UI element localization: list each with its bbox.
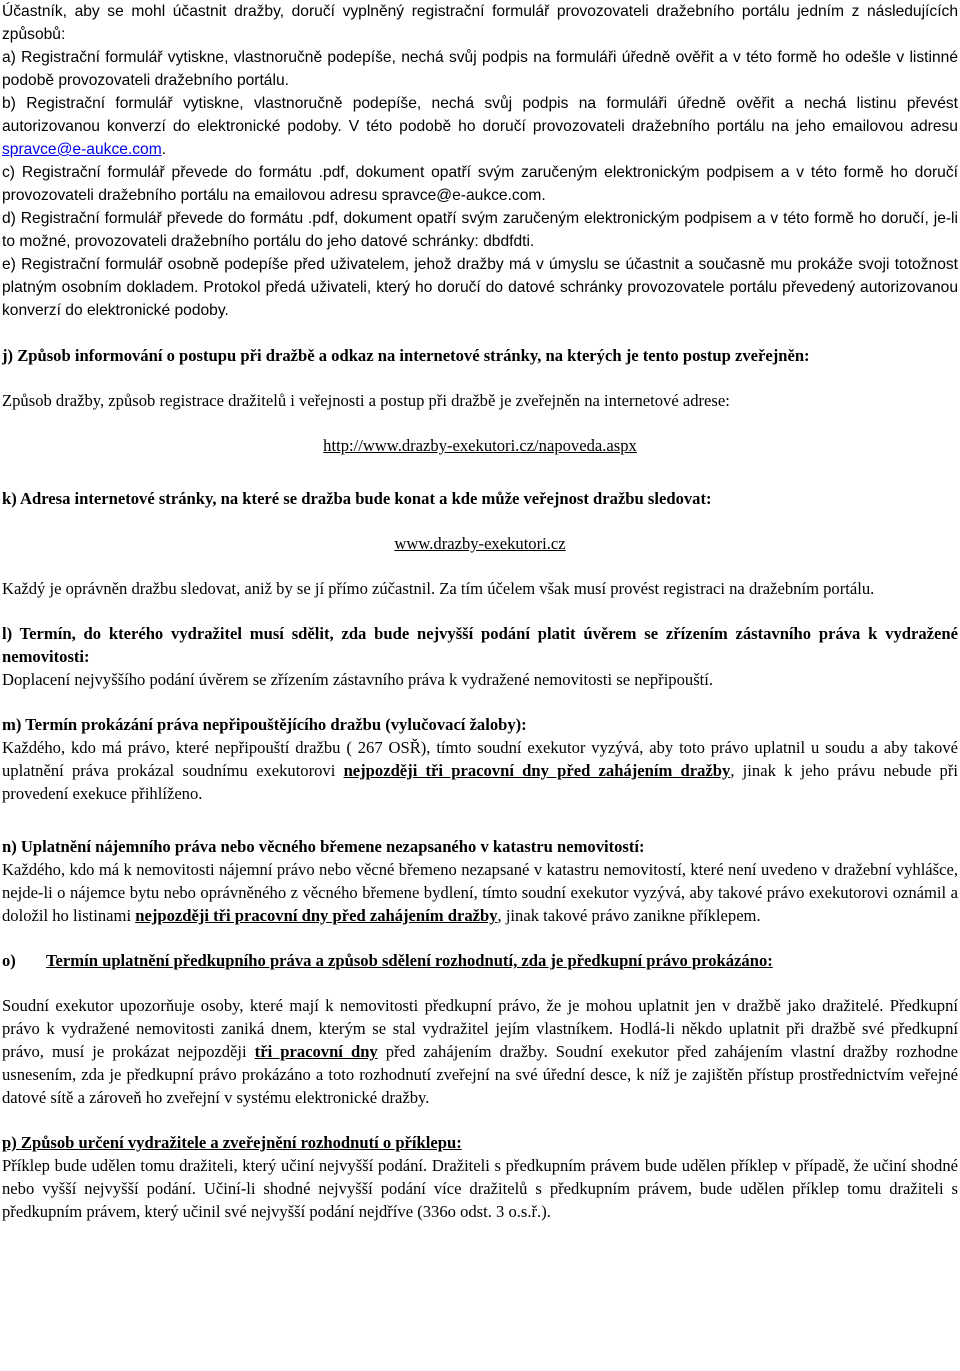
registration-option-e: e) Registrační formulář osobně podepíše před uživatelem, jehož dražby má v úmyslu se účastnit a současně mu prokáže svoji totožnost platným osobním dokladem. Protokol předá uživateli, který ho doručí do datové schránky provozovatele portálu převedený autorizovanou konverzí do elektronické podoby. <box>2 256 958 319</box>
section-k-text: Každý je oprávněn dražbu sledovat, aniž by se jí přímo zúčastnil. Za tím účelem však musí provést registraci na dražebním portálu. <box>2 579 875 598</box>
section-o-deadline: tři pracovní dny <box>254 1042 378 1061</box>
section-m <box>2 713 958 805</box>
section-n <box>2 835 958 927</box>
registration-option-a: a) Registrační formulář vytiskne, vlastnoručně podepíše, nechá svůj podpis na formuláři úředně ověřit a v této formě ho odešle v listinné podobě provozovateli dražebního portálu. <box>2 49 958 89</box>
registration-option-d: d) Registrační formulář převede do formátu .pdf, dokument opatří svým zaručeným elektronickým podpisem a v této formě ho doručí, je-li to možné, provozovateli dražebního portálu do jeho datové schránky: dbdfdti. <box>2 210 958 250</box>
portal-link[interactable]: www.drazby-exekutori.cz <box>394 534 566 553</box>
section-l-heading: l) Termín, do kterého vydražitel musí sdělit, zda bude nejvyšší podání platit úvěrem se zřízením zástavního práva k vydražené nemovitosti: <box>2 624 958 666</box>
section-n-text <box>2 858 958 927</box>
section-n-text-start: Každého, kdo má k nemovitosti nájemní právo nebo věcné břemeno nezapsané v katastru nemovitostí, které není uvedeno v dražební vyhlášce, nejde-li o nájemce bytu nebo oprávněného z věcného břemene bydlení, tímto soudní exekutor vyzývá, aby takové právo exekutorovi oznámil a doložil ho listinami <box>2 860 958 925</box>
section-n-deadline: nejpozději tři pracovní dny před zahájením dražby <box>135 906 498 925</box>
section-o-text <box>2 994 958 1109</box>
section-j-text: Způsob dražby, způsob registrace dražitelů i veřejnosti a postup při dražbě je zveřejněn na internetové adrese: <box>2 391 730 410</box>
registration-option-b <box>2 92 958 161</box>
section-o-text-start: Soudní exekutor upozorňuje osoby, které mají k nemovitosti předkupní právo, že je mohou uplatnit jen v dražbě jako dražitelé. Předkupní právo k vydražené nemovitosti zaniká dnem, kterým se stal vydražitel jejím vlastníkem. Hodlá-li někdo uplatnit při dražbě své předkupní právo, musí je prokázat nejpozději <box>2 996 958 1061</box>
section-l <box>2 622 958 691</box>
section-p-heading: p) Způsob určení vydražitele a zveřejnění rozhodnutí o příklepu: <box>2 1133 462 1152</box>
section-o <box>2 949 958 1109</box>
section-o-title: Termín uplatnění předkupního práva a způsob sdělení rozhodnutí, zda je předkupní právo prokázáno: <box>46 951 773 970</box>
napoveda-link[interactable]: http://www.drazby-exekutori.cz/napoveda.aspx <box>323 436 637 455</box>
section-l-text: Doplacení nejvyššího podání úvěrem se zřízením zástavního práva k vydražené nemovitosti se nepřipouští. <box>2 670 714 689</box>
section-o-heading <box>2 949 958 972</box>
section-m-text-end: , jinak k jeho právu nebude při provedení exekuce přihlíženo. <box>2 761 958 803</box>
section-p <box>2 1131 958 1223</box>
section-o-text-end: před zahájením dražby. Soudní exekutor před zahájením vlastní dražby rozhodne usnesením, zda je předkupní právo prokázáno a toto rozhodnutí zveřejní na své úřední desce, k níž je zajištěn přístup prostřednictvím veřejné datové sítě a zároveň ho zveřejní v systému elektronické dražby. <box>2 1042 958 1107</box>
section-m-text-start: Každého, kdo má právo, které nepřipouští dražbu ( 267 OSŘ), tímto soudní exekutor vyzývá, aby toto právo uplatnil u soudu a aby takové uplatnění práva prokázal soudnímu exekutorovi <box>2 738 958 780</box>
section-k-heading: k) Adresa internetové stránky, na které se dražba bude konat a kde může veřejnost dražbu sledovat: <box>2 489 712 508</box>
section-n-text-end: , jinak takové právo zanikne příklepem. <box>497 906 761 925</box>
section-m-text <box>2 736 958 805</box>
document-page <box>2 0 958 1223</box>
email-link[interactable]: spravce@e-aukce.com <box>2 141 162 158</box>
section-n-heading: n) Uplatnění nájemního práva nebo věcného břemene nezapsaného v katastru nemovitostí: <box>2 837 645 856</box>
section-j-heading: j) Způsob informování o postupu při dražbě a odkaz na internetové stránky, na kterých je tento postup zveřejněn: <box>2 346 810 365</box>
registration-option-c: c) Registrační formulář převede do formátu .pdf, dokument opatří svým zaručeným elektronickým podpisem a v této formě ho doručí provozovateli dražebního portálu na emailovou adresu spravce@e-aukce.com. <box>2 164 958 204</box>
section-o-label: o) <box>2 951 16 970</box>
section-p-text: Příklep bude udělen tomu dražiteli, který učiní nejvyšší podání. Dražiteli s předkupním právem bude udělen příklep v případě, že učiní shodné nebo vyšší nejvyšší podání. Učiní-li shodné nejvyšší podání více dražitelů s předkupním právem, bude udělen příklep tomu dražiteli s předkupním právem, který učinil své nejvyšší podání nejdříve (336o odst. 3 o.s.ř.). <box>2 1156 958 1221</box>
section-j <box>2 344 958 457</box>
section-m-heading: m) Termín prokázání práva nepřipouštějícího dražbu (vylučovací žaloby): <box>2 715 527 734</box>
registration-intro: Účastník, aby se mohl účastnit dražby, doručí vyplněný registrační formulář provozovateli dražebního portálu jedním z následujících způsobů: <box>2 3 958 43</box>
registration-option-b-text: b) Registrační formulář vytiskne, vlastnoručně podepíše, nechá svůj podpis na formuláři úředně ověřit a nechá listinu převést autorizovanou konverzí do elektronické podoby. V této podobě ho doručí provozovateli dražebního portálu na jeho emailovou adresu <box>2 95 958 135</box>
registration-option-b-end: . <box>161 141 167 158</box>
section-m-deadline: nejpozději tři pracovní dny před zahájením dražby <box>343 761 731 780</box>
registration-section <box>2 0 958 322</box>
section-k <box>2 487 958 600</box>
